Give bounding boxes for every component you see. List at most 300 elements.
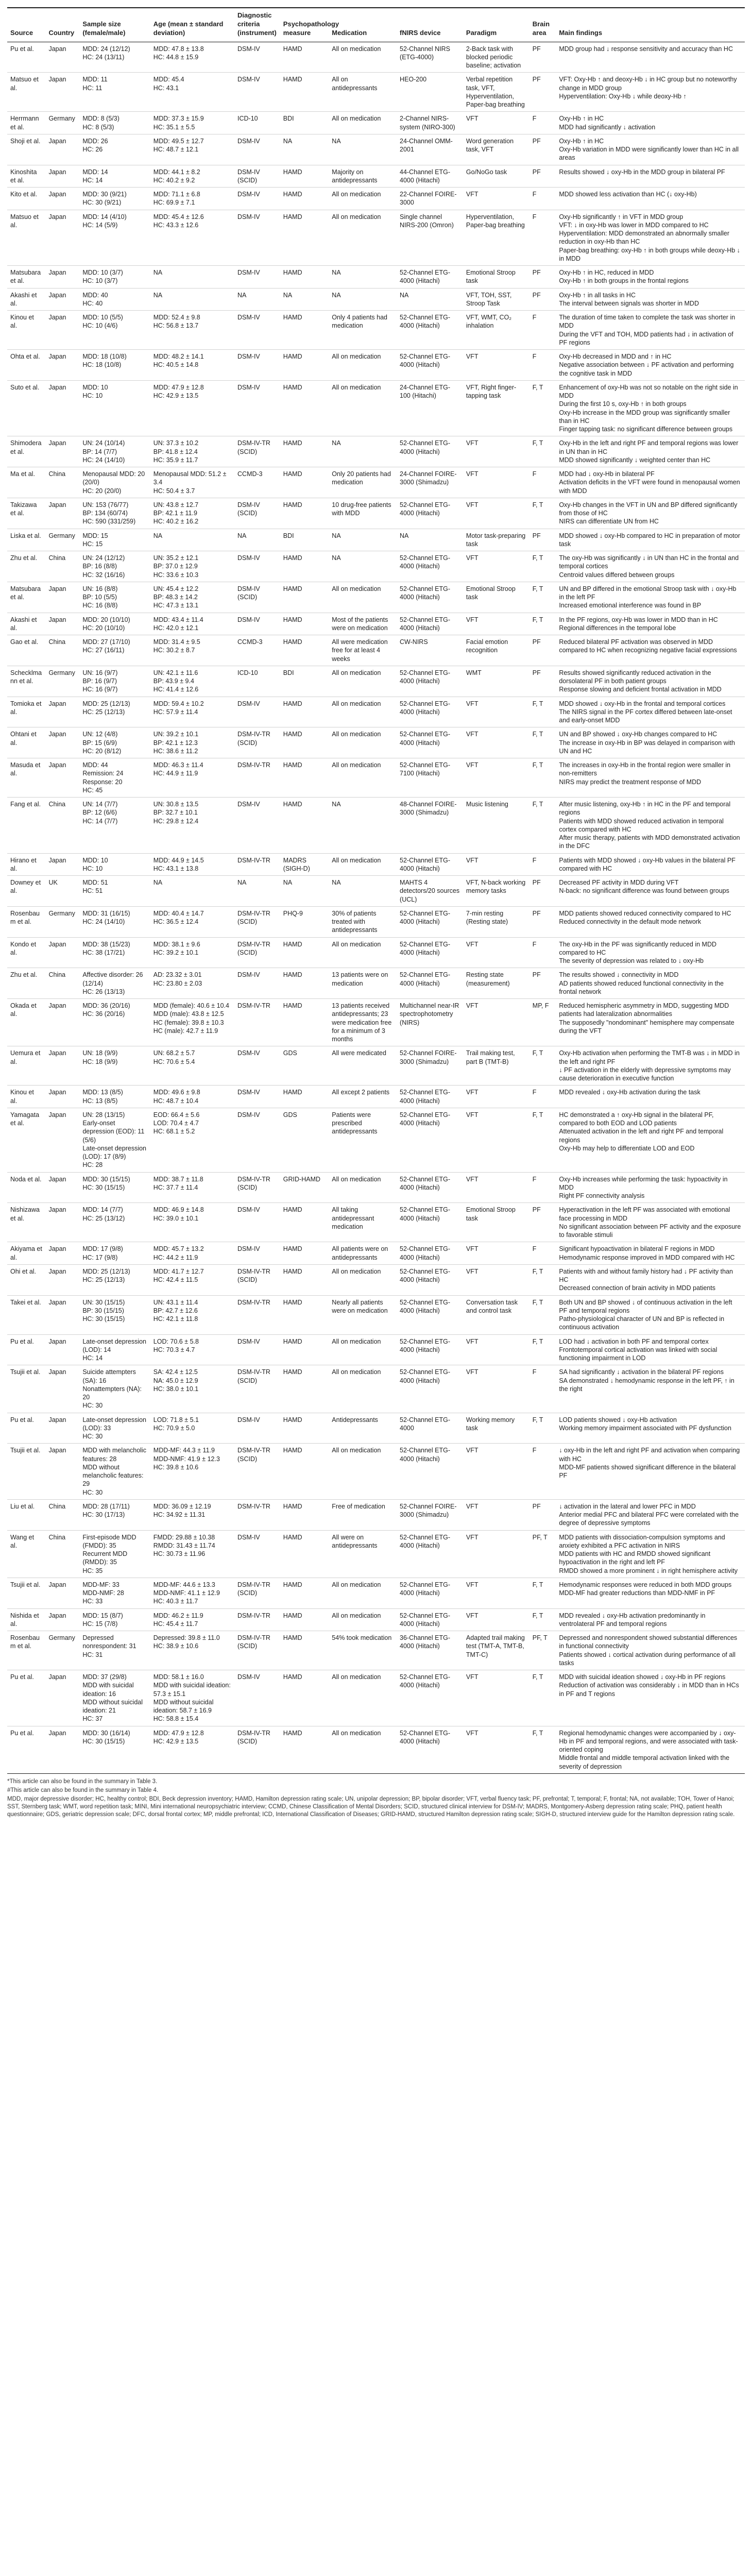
table-cell: 52-Channel ETG-4000 (Hitachi)	[397, 1670, 463, 1726]
table-cell: F, T	[529, 697, 556, 727]
table-row	[7, 529, 745, 551]
cell-line: MDD: 26	[82, 137, 108, 145]
table-cell: 52-Channel ETG-4000	[397, 1413, 463, 1444]
table-cell: All on medication	[329, 1608, 397, 1631]
table-cell	[79, 697, 150, 727]
cell-line: LOD: 70.4 ± 4.7	[153, 1120, 199, 1127]
table-cell: Patients with MDD showed ↓ oxy-Hb values in the bilateral PF compared with HC	[556, 853, 745, 876]
table-cell: NA	[280, 288, 329, 311]
cell-line: Enhancement of oxy-Hb was not so notable on the right side in MDD	[559, 383, 738, 400]
table-cell: Akiyama et al.	[7, 1242, 45, 1265]
table-cell: Germany	[45, 666, 79, 697]
table-cell	[79, 73, 150, 112]
table-cell: F	[529, 112, 556, 134]
table-cell: HAMD	[280, 1444, 329, 1500]
table-cell: VFT	[463, 1172, 529, 1203]
table-cell: HAMD	[280, 1086, 329, 1108]
table-cell: 52-Channel ETG-4000 (Hitachi)	[397, 853, 463, 876]
table-cell	[150, 188, 234, 210]
cell-line: MDD: 13 (8/5)	[82, 1089, 123, 1096]
cell-line: HC: 30.2 ± 8.7	[153, 647, 195, 654]
cell-line: Menopausal MDD: 51.2 ± 3.4	[153, 470, 227, 486]
table-cell	[556, 1334, 745, 1365]
table-cell: MDD group had ↓ response sensitivity and accuracy than HC	[556, 42, 745, 73]
table-cell: HAMD	[280, 727, 329, 758]
cell-line: Reduction of activation was considerably ↓ in MDD than in HCs in PF and T regions	[559, 1682, 739, 1698]
cell-line: MDD showed significantly ↓ weighted center than HC	[559, 456, 711, 464]
table-cell	[556, 1108, 745, 1172]
cell-line: Response slowing and deficient frontal activation in MDD	[559, 686, 722, 693]
table-cell: Facial emotion recognition	[463, 635, 529, 666]
cell-line: Regional differences in the temporal lobe	[559, 624, 676, 632]
cell-line: UN: 14 (7/7)	[82, 801, 118, 808]
table-cell: F	[529, 467, 556, 498]
table-cell: Suto et al.	[7, 380, 45, 436]
cell-line: MDD: 47.8 ± 13.8	[153, 45, 204, 53]
column-header: Age (mean ± standard deviation)	[150, 8, 234, 42]
cell-line: MDD: 49.6 ± 9.8	[153, 1089, 200, 1096]
table-row	[7, 758, 745, 798]
table-cell: Kinoshita et al.	[7, 165, 45, 188]
table-cell	[150, 1242, 234, 1265]
cell-line: HC: 31	[82, 1651, 103, 1658]
cell-line: SA: 42.4 ± 12.5	[153, 1368, 198, 1376]
table-cell: HAMD	[280, 1242, 329, 1265]
table-cell: Pu et al.	[7, 42, 45, 73]
table-cell: Ma et al.	[7, 467, 45, 498]
table-cell: 52-Channel ETG-4000 (Hitachi)	[397, 968, 463, 999]
cell-line: Suicide attempters (SA): 16	[82, 1368, 136, 1384]
cell-line: Recurrent MDD (RMDD): 35	[82, 1550, 128, 1566]
table-cell: NA	[329, 529, 397, 551]
cell-line: HC: 47.3 ± 13.1	[153, 602, 199, 609]
cell-line: MDD: 40.4 ± 14.7	[153, 909, 204, 917]
table-cell: Rosenbaum et al.	[7, 906, 45, 937]
table-cell: DSM-IV (SCID)	[234, 582, 280, 613]
cell-line: HC: 20 (8/12)	[82, 747, 122, 755]
cell-line: BP: 134 (60/74)	[82, 510, 128, 517]
table-row	[7, 582, 745, 613]
table-cell	[150, 551, 234, 582]
table-cell: 30% of patients treated with antidepressants	[329, 906, 397, 937]
table-cell	[150, 1631, 234, 1670]
cell-line: MDD: 30 (15/15)	[82, 1175, 130, 1183]
table-cell: 52-Channel ETG-4000 (Hitachi)	[397, 311, 463, 350]
cell-line: Late-onset depression (LOD): 33	[82, 1416, 147, 1432]
cell-line: UN: 30 (15/15)	[82, 1298, 125, 1306]
cell-line: After music listening, oxy-Hb ↑ in HC in the PF and temporal regions	[559, 801, 731, 817]
table-cell: HAMD	[280, 436, 329, 467]
table-cell: HAMD	[280, 1203, 329, 1242]
cell-line: Attenuated activation in the left and right PF and temporal regions	[559, 1128, 724, 1144]
table-cell	[79, 968, 150, 999]
table-cell: Japan	[45, 1172, 79, 1203]
table-cell: HAMD	[280, 551, 329, 582]
table-cell	[556, 1726, 745, 1773]
table-cell: Antidepressants	[329, 1413, 397, 1444]
cell-line: UN: 28 (13/15)	[82, 1111, 125, 1118]
table-cell: F	[529, 311, 556, 350]
table-cell: Japan	[45, 1413, 79, 1444]
table-cell: DSM-IV	[234, 1108, 280, 1172]
table-cell: HAMD	[280, 1670, 329, 1726]
table-cell: 52-Channel ETG-4000 (Hitachi)	[397, 1578, 463, 1608]
table-cell: VFT	[463, 188, 529, 210]
table-cell	[79, 1172, 150, 1203]
cell-line: MDD: 8 (5/3)	[82, 115, 119, 123]
table-cell: Most of the patients were on medication	[329, 613, 397, 635]
table-cell: DSM-IV	[234, 134, 280, 165]
cell-line: MDD: 11	[82, 76, 108, 83]
table-cell: MP, F	[529, 999, 556, 1046]
table-cell: 24-Channel OMM-2001	[397, 134, 463, 165]
cell-line: Oxy-Hb ↑ in HC	[559, 115, 604, 123]
table-cell: VFT	[463, 498, 529, 529]
table-cell: Japan	[45, 188, 79, 210]
cell-line: Both UN and BP showed ↓ of continuous activation in the left PF and temporal regions	[559, 1298, 732, 1314]
table-cell	[150, 1608, 234, 1631]
table-cell	[556, 1172, 745, 1203]
cell-line: BP: 43.9 ± 9.4	[153, 677, 194, 685]
table-cell: Tomioka et al.	[7, 697, 45, 727]
cell-line: HC: 26 (13/13)	[82, 988, 125, 995]
table-cell: Tsujii et al.	[7, 1365, 45, 1413]
table-cell	[556, 937, 745, 968]
cell-line: HC: 45.4 ± 11.7	[153, 1620, 198, 1628]
table-cell: Noda et al.	[7, 1172, 45, 1203]
cell-line: HC: 35.9 ± 11.7	[153, 456, 198, 464]
cell-line: The oxy-Hb was significantly ↓ in UN than HC in the frontal and temporal cortices	[559, 554, 739, 570]
cell-line: MDD with suicidal ideation showed ↓ oxy-Hb in PF regions	[559, 1673, 726, 1681]
table-cell: Pu et al.	[7, 1670, 45, 1726]
literature-table	[7, 7, 745, 1774]
cell-line: Frontotemporal cortical activation was linked with social functioning impairment in LOD	[559, 1346, 717, 1362]
table-cell: HAMD	[280, 1530, 329, 1578]
table-cell	[79, 1365, 150, 1413]
table-cell: All were medication free for at least 4 weeks	[329, 635, 397, 666]
table-cell: NA	[150, 266, 234, 289]
cell-line: EOD: 66.4 ± 5.6	[153, 1111, 200, 1118]
table-cell: Japan	[45, 758, 79, 798]
cell-line: BP: 14 (7/7)	[82, 448, 117, 455]
cell-line: MDD: 41.7 ± 12.7	[153, 1267, 204, 1275]
table-cell: 52-Channel ETG-4000 (Hitachi)	[397, 1530, 463, 1578]
table-cell: Japan	[45, 350, 79, 381]
cell-line: HC: 36.5 ± 12.4	[153, 918, 199, 926]
table-cell: Japan	[45, 288, 79, 311]
table-cell: GRID-HAMD	[280, 1172, 329, 1203]
table-cell: Ohtani et al.	[7, 727, 45, 758]
table-cell: VFT	[463, 1242, 529, 1265]
table-cell: HAMD	[280, 937, 329, 968]
table-cell: 52-Channel ETG-4000 (Hitachi)	[397, 1365, 463, 1413]
table-row	[7, 188, 745, 210]
table-cell: NA	[329, 266, 397, 289]
cell-line: UN: 37.3 ± 10.2	[153, 439, 199, 447]
cell-line: HC (female): 39.8 ± 10.3	[153, 1019, 224, 1026]
table-cell: Japan	[45, 1578, 79, 1608]
cell-line: Reduced connectivity in the default mode network	[559, 918, 702, 926]
table-cell: HAMD	[280, 635, 329, 666]
cell-line: MDD: 51	[82, 879, 108, 887]
cell-line: UN: 153 (76/77)	[82, 501, 129, 509]
table-cell	[79, 1295, 150, 1334]
cell-line: Centroid values differed between groups	[559, 571, 675, 579]
cell-line: HC: 42.9 ± 13.5	[153, 392, 199, 400]
cell-line: HC: 18 (9/9)	[82, 1058, 118, 1065]
table-cell	[79, 350, 150, 381]
table-cell	[556, 1413, 745, 1444]
table-cell: DSM-IV-TR	[234, 853, 280, 876]
table-cell	[556, 1578, 745, 1608]
table-cell: DSM-IV	[234, 188, 280, 210]
cell-line: HC: 30 (15/15)	[82, 1183, 125, 1191]
cell-line: MDD: 59.4 ± 10.2	[153, 700, 204, 707]
table-cell	[150, 311, 234, 350]
cell-line: MDD: 46.9 ± 14.8	[153, 1206, 204, 1214]
table-cell: Japan	[45, 1203, 79, 1242]
table-cell: VFT	[463, 551, 529, 582]
table-body	[7, 42, 745, 1773]
table-header	[7, 8, 745, 42]
table-cell	[556, 134, 745, 165]
table-cell: Zhu et al.	[7, 551, 45, 582]
table-cell	[556, 876, 745, 907]
cell-line: HC demonstrated a ↑ oxy-Hb signal in the bilateral PF, compared to both EOD and LOD patients	[559, 1111, 714, 1127]
cell-line: MDD-MF: 33	[82, 1581, 119, 1588]
cell-line: Oxy-Hb in the left and right PF and temporal regions was lower in UN than in HC	[559, 439, 739, 455]
cell-line: MDD: 44	[82, 761, 108, 769]
table-cell	[556, 1631, 745, 1670]
cell-line: During the first 10 s, oxy-Hb ↑ in both groups	[559, 400, 687, 408]
table-cell: 24-Channel FOIRE-3000 (Shimadzu)	[397, 467, 463, 498]
cell-line: MDD: 15 (8/7)	[82, 1612, 123, 1619]
table-cell: Kinou et al.	[7, 1086, 45, 1108]
table-cell	[150, 1295, 234, 1334]
table-cell: All on medication	[329, 1726, 397, 1773]
cell-line: FMDD: 29.88 ± 10.38	[153, 1533, 215, 1541]
table-cell	[150, 937, 234, 968]
cell-line: HC: 69.9 ± 7.1	[153, 199, 195, 207]
table-cell: All on medication	[329, 1365, 397, 1413]
table-row	[7, 134, 745, 165]
table-cell: HAMD	[280, 73, 329, 112]
cell-line: MDD: 28 (17/11)	[82, 1502, 130, 1510]
table-cell: F, T	[529, 758, 556, 798]
table-cell: Japan	[45, 1608, 79, 1631]
table-cell	[79, 1726, 150, 1773]
table-cell: HAMD	[280, 1334, 329, 1365]
table-cell: NA	[329, 876, 397, 907]
table-cell: Ohi et al.	[7, 1264, 45, 1295]
cell-line: MDD: 25 (12/13)	[82, 700, 130, 707]
cell-line: MDD: 46.2 ± 11.9	[153, 1612, 203, 1619]
table-cell: UK	[45, 876, 79, 907]
table-cell: Kinou et al.	[7, 311, 45, 350]
table-row	[7, 853, 745, 876]
cell-line: MDD: 43.4 ± 11.4	[153, 616, 203, 623]
table-cell: NA	[397, 288, 463, 311]
table-cell: 52-Channel ETG-4000 (Hitachi)	[397, 937, 463, 968]
cell-line: LOD: 70.6 ± 5.8	[153, 1337, 199, 1345]
cell-line: Regional hemodynamic changes were accompanied by ↓ oxy-Hb in PF and temporal regions, and were associated with task-oriented coping	[559, 1729, 738, 1754]
table-cell: Multichannel near-IR spectrophotometry (NIRS)	[397, 999, 463, 1046]
table-cell: 52-Channel ETG-4000 (Hitachi)	[397, 1444, 463, 1500]
table-cell	[150, 42, 234, 73]
table-cell: Takei et al.	[7, 1295, 45, 1334]
table-cell	[79, 467, 150, 498]
table-cell: PF	[529, 666, 556, 697]
table-cell: 13 patients received antidepressants; 23 were medication free for a minimum of 3 months	[329, 999, 397, 1046]
table-row	[7, 311, 745, 350]
cell-line: MDD: 10	[82, 383, 108, 391]
cell-line: NIRS can differentiate UN from HC	[559, 518, 659, 526]
cell-line: Response: 20	[82, 778, 123, 786]
table-cell: Shoji et al.	[7, 134, 45, 165]
table-cell: PF	[529, 134, 556, 165]
table-cell: VFT	[463, 613, 529, 635]
cell-line: MDD: 14 (7/7)	[82, 1206, 123, 1214]
cell-line: HC: 38.6 ± 11.2	[153, 747, 198, 755]
table-cell	[79, 1578, 150, 1608]
table-cell: All on medication	[329, 937, 397, 968]
table-cell	[556, 999, 745, 1046]
cell-line: Results showed significantly reduced activation in the dorsolateral PF in both patient groups	[559, 669, 711, 685]
cell-line: Early-onset depression (EOD): 11 (5/6)	[82, 1120, 145, 1144]
table-cell: Gao et al.	[7, 635, 45, 666]
header-row	[7, 8, 745, 42]
table-cell: HAMD	[280, 1365, 329, 1413]
table-cell	[556, 968, 745, 999]
table-cell: PF	[529, 288, 556, 311]
table-cell	[556, 311, 745, 350]
table-row	[7, 1334, 745, 1365]
table-cell: CCMD-3	[234, 467, 280, 498]
table-cell: Only 20 patients had medication	[329, 467, 397, 498]
table-cell: F	[529, 1242, 556, 1265]
cell-line: HC: 8 (5/3)	[82, 123, 114, 131]
table-cell: NA	[397, 529, 463, 551]
table-cell: HAMD	[280, 42, 329, 73]
table-cell: PF	[529, 529, 556, 551]
cell-line: HC: 70.9 ± 5.0	[153, 1424, 195, 1432]
table-cell: F	[529, 1365, 556, 1413]
cell-line: HC: 20 (10/10)	[82, 624, 125, 632]
table-cell: 52-Channel ETG-4000 (Hitachi)	[397, 1334, 463, 1365]
table-cell: Pu et al.	[7, 1413, 45, 1444]
table-cell	[150, 350, 234, 381]
cell-line: MDD with suicidal ideation: 57.3 ± 15.1	[153, 1682, 231, 1698]
table-cell: Schecklmann et al.	[7, 666, 45, 697]
cell-line: MDD: 24 (12/12)	[82, 45, 130, 53]
cell-line: HC: 26	[82, 146, 103, 154]
cell-line: MDD: 38 (15/23)	[82, 940, 130, 948]
table-cell: DSM-IV	[234, 311, 280, 350]
table-cell: PF	[529, 968, 556, 999]
cell-line: The increases in oxy-Hb in the frontal region were smaller in non-remitters	[559, 761, 731, 777]
table-cell: 10 drug-free patients with MDD	[329, 498, 397, 529]
cell-line: MDD: 15	[82, 532, 108, 539]
table-cell	[79, 266, 150, 289]
cell-line: HC: 27 (16/11)	[82, 647, 125, 654]
cell-line: MDD: 52.4 ± 9.8	[153, 314, 200, 321]
table-cell: DSM-IV	[234, 350, 280, 381]
table-cell: DSM-IV	[234, 380, 280, 436]
cell-line: MDD: 44.9 ± 14.5	[153, 856, 204, 864]
cell-line: HC: 30 (17/13)	[82, 1511, 125, 1519]
table-cell: PF	[529, 876, 556, 907]
table-cell: Okada et al.	[7, 999, 45, 1046]
table-cell: ICD-10	[234, 666, 280, 697]
table-cell	[79, 853, 150, 876]
table-cell	[79, 1608, 150, 1631]
table-cell: DSM-IV-TR	[234, 999, 280, 1046]
table-cell: DSM-IV	[234, 968, 280, 999]
table-cell: Hyperventilation, Paper-bag breathing	[463, 210, 529, 266]
cell-line: Hyperventilation: Oxy-Hb ↓ while deoxy-Hb ↑	[559, 92, 687, 100]
table-cell	[150, 666, 234, 697]
table-cell: WMT	[463, 666, 529, 697]
table-cell	[150, 999, 234, 1046]
table-cell: All on antidepressants	[329, 73, 397, 112]
table-cell	[79, 1631, 150, 1670]
table-cell: 52-Channel ETG-4000 (Hitachi)	[397, 350, 463, 381]
cell-line: ↓ oxy-Hb in the left and right PF and activation when comparing with HC	[559, 1447, 740, 1463]
cell-line: HC: 14 (5/9)	[82, 221, 118, 229]
table-cell: Japan	[45, 311, 79, 350]
table-cell: Shimodera et al.	[7, 436, 45, 467]
cell-line: HC: 38.9 ± 10.6	[153, 1642, 199, 1650]
cell-line: Nonattempters (NA): 20	[82, 1385, 142, 1401]
cell-line: MDD showed ↓ oxy-Hb in the frontal and temporal cortices	[559, 700, 726, 707]
cell-line: Affective disorder: 26 (12/14)	[82, 971, 143, 987]
table-cell: Patients were prescribed antidepressants	[329, 1108, 397, 1172]
cell-line: HC: 40.3 ± 11.7	[153, 1598, 198, 1605]
table-cell: 52-Channel ETG-7100 (Hitachi)	[397, 758, 463, 798]
column-header: Paradigm	[463, 8, 529, 42]
cell-line: Patho-physiological character of UN and BP is reflected in continuous activation	[559, 1315, 725, 1331]
table-row	[7, 288, 745, 311]
table-cell: Japan	[45, 697, 79, 727]
table-cell: DSM-IV	[234, 1203, 280, 1242]
cell-line: HC: 16 (9/7)	[82, 686, 118, 693]
table-cell: DSM-IV	[234, 1334, 280, 1365]
table-cell: China	[45, 635, 79, 666]
table-cell: 52-Channel ETG-4000 (Hitachi)	[397, 266, 463, 289]
table-cell: DSM-IV-TR (SCID)	[234, 937, 280, 968]
table-cell: F	[529, 1086, 556, 1108]
table-row	[7, 1365, 745, 1413]
table-cell: F, T	[529, 1726, 556, 1773]
table-cell: Japan	[45, 134, 79, 165]
table-cell: Japan	[45, 436, 79, 467]
table-cell: HAMD	[280, 266, 329, 289]
cell-line: LOD patients showed ↓ oxy-Hb activation	[559, 1416, 677, 1423]
table-cell: HEO-200	[397, 73, 463, 112]
table-cell: HAMD	[280, 697, 329, 727]
column-header: Main findings	[556, 8, 745, 42]
cell-line: HC: 24 (14/10)	[82, 456, 125, 464]
cell-line: UN and BP showed ↓ oxy-Hb changes compared to HC	[559, 731, 717, 738]
cell-line: HC: 57.9 ± 11.4	[153, 708, 198, 716]
cell-line: HC: 44.2 ± 11.9	[153, 1253, 198, 1261]
table-cell	[556, 1264, 745, 1295]
cell-line: LOD had ↓ activation in both PF and temporal cortex	[559, 1337, 709, 1345]
table-row	[7, 876, 745, 907]
table-cell: DSM-IV-TR	[234, 758, 280, 798]
cell-line: HC: 34.92 ± 11.31	[153, 1511, 206, 1519]
table-cell: HAMD	[280, 165, 329, 188]
